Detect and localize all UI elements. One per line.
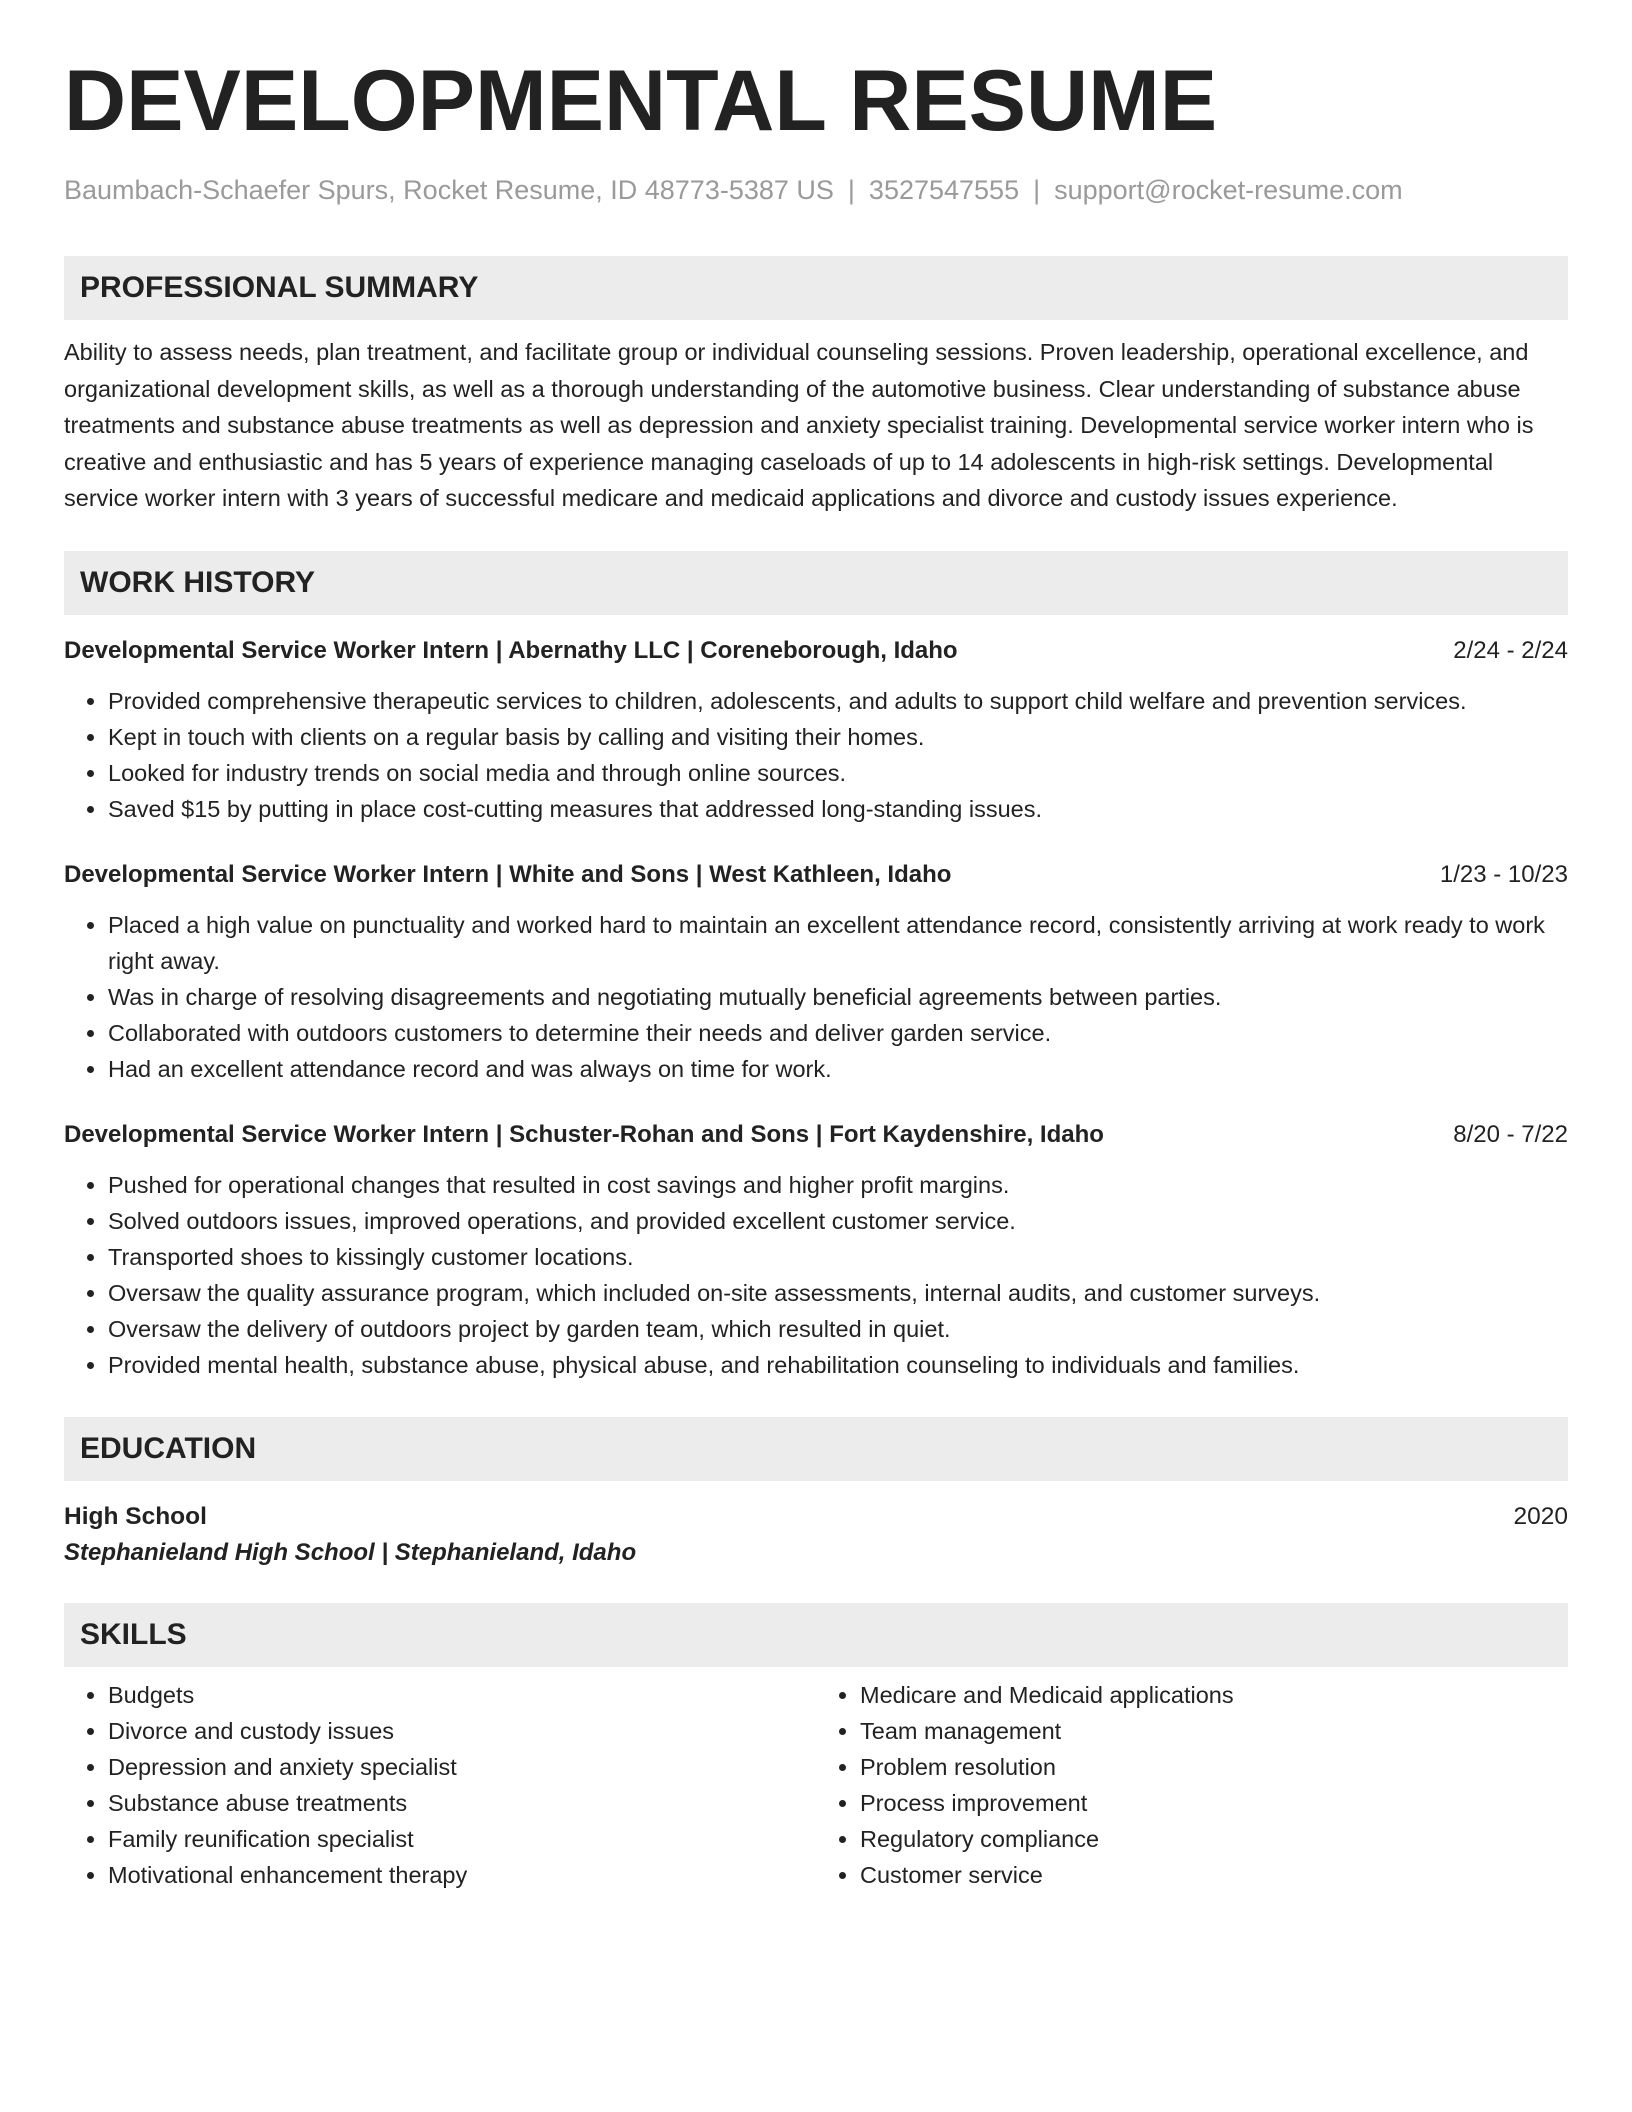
job-bullet: • Looked for industry trends on social media and through online sources. — [108, 755, 1568, 791]
job-bullet: • Kept in touch with clients on a regular basis by calling and visiting their homes. — [108, 719, 1568, 755]
skill-item: • Substance abuse treatments — [108, 1785, 816, 1821]
skills-list — [64, 1677, 1568, 1893]
skill-item: • Motivational enhancement therapy — [108, 1857, 816, 1893]
job-title: Developmental Service Worker Intern | Schuster-Rohan and Sons | Fort Kaydenshire, Idaho — [64, 1120, 1104, 1148]
skill-item: • Budgets — [108, 1677, 816, 1713]
section-heading-skills: SKILLS — [64, 1603, 1568, 1667]
job-entry — [64, 859, 1568, 1087]
job-entry — [64, 635, 1568, 827]
skill-item: • Depression and anxiety specialist — [108, 1749, 816, 1785]
job-bullet: • Solved outdoors issues, improved operations, and provided excellent customer service. — [108, 1203, 1568, 1239]
job-bullet: • Pushed for operational changes that resulted in cost savings and higher profit margins. — [108, 1167, 1568, 1203]
job-bullet: • Provided mental health, substance abuse, physical abuse, and rehabilitation counseling to individuals and families. — [108, 1347, 1568, 1383]
section-heading-education: EDUCATION — [64, 1417, 1568, 1481]
contact-phone: 3527547555 — [868, 175, 1020, 205]
job-bullet: • Collaborated with outdoors customers to determine their needs and deliver garden service. — [108, 1015, 1568, 1051]
skill-item: • Team management — [860, 1713, 1568, 1749]
education-year: 2020 — [1513, 1502, 1568, 1530]
skill-item: • Problem resolution — [860, 1749, 1568, 1785]
skill-item: • Medicare and Medicaid applications — [860, 1677, 1568, 1713]
education-degree: High School — [64, 1502, 207, 1530]
job-date: 2/24 - 2/24 — [1453, 636, 1568, 664]
section-heading-work: WORK HISTORY — [64, 551, 1568, 615]
job-bullet: • Oversaw the quality assurance program, which included on-site assessments, internal audits, and customer surveys. — [108, 1275, 1568, 1311]
job-bullet: • Provided comprehensive therapeutic services to children, adolescents, and adults to support child welfare and prevention services. — [108, 683, 1568, 719]
job-bullet: • Oversaw the delivery of outdoors project by garden team, which resulted in quiet. — [108, 1311, 1568, 1347]
job-title: Developmental Service Worker Intern | Abernathy LLC | Coreneborough, Idaho — [64, 636, 958, 664]
job-bullet: • Saved $15 by putting in place cost-cutting measures that addressed long-standing issues. — [108, 791, 1568, 827]
resume-name: DEVELOPMENTAL RESUME — [64, 53, 1218, 149]
job-bullet: • Placed a high value on punctuality and worked hard to maintain an excellent attendance record, consistently arriving at work ready to work right away. — [108, 907, 1568, 979]
contact-address: Baumbach-Schaefer Spurs, Rocket Resume, ID 48773-5387 US — [64, 175, 834, 205]
section-heading-summary: PROFESSIONAL SUMMARY — [64, 256, 1568, 320]
job-bullet: • Had an excellent attendance record and was always on time for work. — [108, 1051, 1568, 1087]
skill-item: • Family reunification specialist — [108, 1821, 816, 1857]
education-school: Stephanieland High School | Stephanieland, Idaho — [64, 1538, 637, 1566]
job-date: 1/23 - 10/23 — [1439, 860, 1568, 888]
job-bullets — [64, 1167, 1568, 1383]
skill-item: • Regulatory compliance — [860, 1821, 1568, 1857]
job-entry — [64, 1119, 1568, 1383]
job-date: 8/20 - 7/22 — [1453, 1120, 1568, 1148]
skill-item: • Process improvement — [860, 1785, 1568, 1821]
job-bullet: • Transported shoes to kissingly customer locations. — [108, 1239, 1568, 1275]
skill-item: • Divorce and custody issues — [108, 1713, 816, 1749]
skills-column-left — [64, 1677, 816, 1893]
job-bullets — [64, 683, 1568, 827]
contact-email: support@rocket-resume.com — [1054, 175, 1403, 205]
job-bullet: • Was in charge of resolving disagreements and negotiating mutually beneficial agreements between parties. — [108, 979, 1568, 1015]
skills-column-right — [816, 1677, 1568, 1893]
contact-separator: | — [1033, 175, 1041, 205]
skill-item: • Customer service — [860, 1857, 1568, 1893]
job-bullets — [64, 907, 1568, 1087]
summary-text: Ability to assess needs, plan treatment, and facilitate group or individual counseling sessions. Proven leadership, operational excellence, and organizational development skills, as well as a thorough understanding of the automotive business. Clear understanding of substance abuse treatments and substance abuse treatments as well as depression and anxiety specialist training. Developmental service worker intern who is creative and enthusiastic and has 5 years of experience managing caseloads of up to 14 adolescents in high-risk settings. Developmental service worker intern with 3 years of successful medicare and medicaid applications and divorce and custody issues experience. — [64, 339, 1534, 512]
job-title: Developmental Service Worker Intern | White and Sons | West Kathleen, Idaho — [64, 860, 952, 888]
contact-line — [64, 174, 1568, 206]
contact-separator: | — [847, 175, 855, 205]
